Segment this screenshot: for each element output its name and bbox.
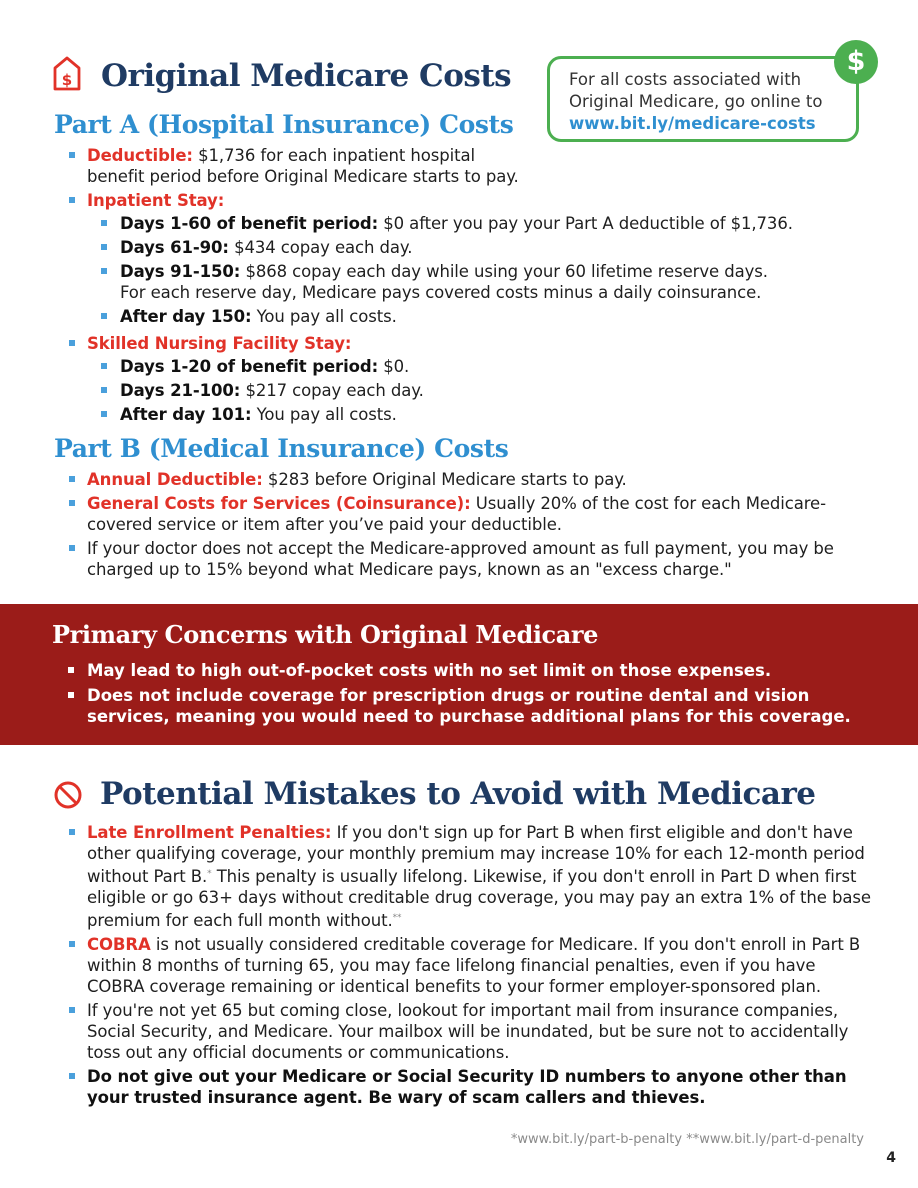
part-a-heading: Part A (Hospital Insurance) Costs [54,110,514,139]
list-item: If your doctor does not accept the Medicare-approved amount as full payment, you may be charged up to 15% beyond what Medicare pays, known as an "excess charge." [54,538,874,580]
part-b-list [54,469,874,583]
list-item: Days 61-90: $434 copay each day. [87,237,874,258]
list-item: Annual Deductible: $283 before Original Medicare starts to pay. [54,469,874,490]
list-item: Does not include coverage for prescription drugs or routine dental and vision services, meaning you would need to purchase additional plans for this coverage. [54,685,854,727]
concerns-list [54,660,854,731]
snf-sublist [87,356,874,425]
page-title: Original Medicare Costs [101,58,512,94]
inpatient-sublist [87,213,874,327]
list-item: General Costs for Services (Coinsurance): Usually 20% of the cost for each Medicare-covered service or item after you’ve paid your deductible. [54,493,874,535]
part-b-heading: Part B (Medical Insurance) Costs [54,434,509,463]
mistakes-list [54,822,874,1111]
list-item: Late Enrollment Penalties: If you don't sign up for Part B when first eligible and don't have other qualifying coverage, your monthly premium may increase 10% for each 12-month period without Part B.* This penalty is usually lifelong. Likewise, if you don't enroll in Part D when first eligible or go 63+ days without creditable drug coverage, you may pay an extra 1% of the base premium for each full month without.** [54,822,874,931]
concerns-heading: Primary Concerns with Original Medicare [52,620,599,649]
list-item: After day 101: You pay all costs. [87,404,874,425]
list-item: Days 91-150: $868 copay each day while using your 60 lifetime reserve days. For each reserve day, Medicare pays covered costs minus a daily coinsurance. [87,261,874,303]
list-item: May lead to high out-of-pocket costs with no set limit on those expenses. [54,660,854,681]
list-item: Days 21-100: $217 copay each day. [87,380,874,401]
list-item: If you're not yet 65 but coming close, lookout for important mail from insurance companies, Social Security, and Medicare. Your mailbox will be inundated, but be sure not to accidentally toss out any official documents or communications. [54,1000,874,1063]
list-item: After day 150: You pay all costs. [87,306,874,327]
list-item: Skilled Nursing Facility Stay: Days 1-20 of benefit period: $0. Days 21-100: $217 copay each day. After day 101: You pay all costs. [54,333,874,425]
page-number: 4 [886,1150,896,1166]
svg-text:$: $ [61,71,73,89]
costs-info-box [547,56,859,142]
part-a-list [54,145,874,431]
dollar-icon: $ [834,40,878,84]
list-item: Deductible: $1,736 for each inpatient hospital benefit period before Original Medicare starts to pay. [54,145,874,187]
list-item: COBRA is not usually considered creditable coverage for Medicare. If you don't enroll in Part B within 8 months of turning 65, you may face lifelong financial penalties, even if you have COBRA coverage remaining or identical benefits to your former employer-sponsored plan. [54,934,874,997]
info-line-1: For all costs associated with [569,70,802,89]
list-item: Inpatient Stay: Days 1-60 of benefit period: $0 after you pay your Part A deductible of $1,736. Days 61-90: $434 copay each day. Days 91-150: $868 copay each day while using your 60 lifetime reserve days. For each reserve day, Medicare pays covered costs minus a daily coinsurance. After day 150: You pay all costs. [54,190,874,327]
medicare-costs-link[interactable]: www.bit.ly/medicare-costs [569,114,816,133]
prohibited-icon [53,780,83,810]
info-line-2: Original Medicare, go online to [569,92,823,111]
footnote: *www.bit.ly/part-b-penalty **www.bit.ly/part-d-penalty [510,1132,864,1147]
list-item: Days 1-20 of benefit period: $0. [87,356,874,377]
concerns-band [0,604,918,745]
list-item: Do not give out your Medicare or Social Security ID numbers to anyone other than your trusted insurance agent. Be wary of scam callers and thieves. [54,1066,874,1108]
list-item: Days 1-60 of benefit period: $0 after you pay your Part A deductible of $1,736. [87,213,874,234]
mistakes-heading: Potential Mistakes to Avoid with Medicare [100,776,816,812]
price-tag-icon [52,56,82,92]
